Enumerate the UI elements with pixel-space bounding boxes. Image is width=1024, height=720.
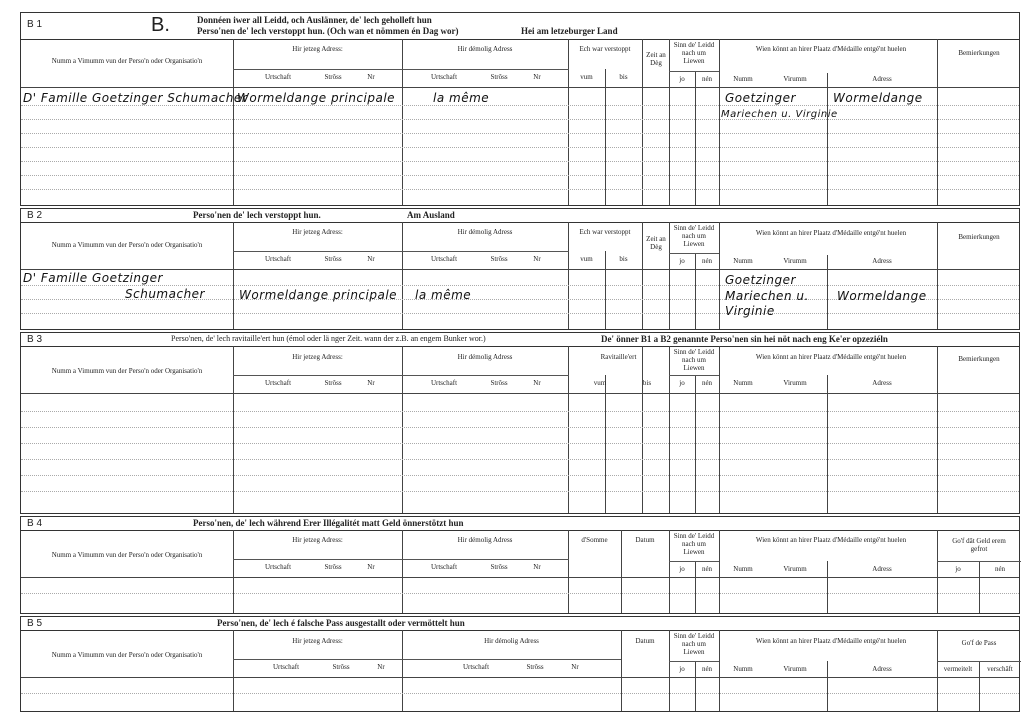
col-nen: nén bbox=[701, 75, 713, 83]
col-urtschaft-old: Urtschaft bbox=[430, 379, 458, 387]
section-id: B 5 bbox=[27, 618, 43, 629]
col-virumm: Virumm bbox=[783, 257, 807, 265]
col-stross: Strôss bbox=[324, 379, 342, 387]
col-nr: Nr bbox=[367, 73, 375, 81]
entry-old-address: la même bbox=[415, 288, 472, 302]
col-ravitaille: Ravitaille'ert bbox=[600, 353, 637, 361]
col-wien: Wien könnt an hirer Plaatz d'Médaille entgé'nt huelen bbox=[755, 229, 907, 237]
col-stross-old: Strôss bbox=[490, 563, 508, 571]
col-name: Numm a Vimumm vun der Perso'n oder Organisatio'n bbox=[51, 57, 203, 65]
col-gof-geld: Go'f dât Geld erem gefrot bbox=[952, 537, 1006, 553]
section-id: B 3 bbox=[27, 334, 43, 345]
section-title: Perso'nen, de' lech ravitaille'ert hun (émol oder lä nger Zeit. wann der z.B. an engem Bunker wor.) bbox=[171, 334, 486, 343]
col-virumm: Virumm bbox=[783, 665, 807, 673]
col-jo: jo bbox=[679, 665, 685, 673]
col-urtschaft: Urtschaft bbox=[272, 663, 300, 671]
col-nr-old: Nr bbox=[533, 379, 541, 387]
col-adress: Adress bbox=[872, 665, 892, 673]
col-sinn: Sinn de' Leidd nach um Liewen bbox=[673, 224, 715, 248]
col-nr-old: Nr bbox=[533, 563, 541, 571]
col-vum: vum bbox=[593, 379, 607, 387]
col-name: Numm a Vimumm vun der Perso'n oder Organisatio'n bbox=[51, 551, 203, 559]
col-adress: Adress bbox=[872, 75, 892, 83]
col-jo: jo bbox=[679, 75, 685, 83]
col-urtschaft: Urtschaft bbox=[264, 563, 292, 571]
section-id: B 4 bbox=[27, 518, 43, 529]
section-title: Perso'nen, de' lech während Erer Illégalitét matt Geld önnerstötzt hun bbox=[193, 518, 464, 528]
section-b4 bbox=[20, 516, 1020, 614]
section-b2-header bbox=[21, 209, 1019, 223]
col-adress-then: Hir démolig Adress bbox=[457, 45, 513, 53]
entry-name: D' Famille Goetzinger Schumacher bbox=[23, 91, 248, 105]
col-bemierk: Bemierkungen bbox=[958, 355, 1000, 363]
col-jo: jo bbox=[679, 257, 685, 265]
col-name: Numm a Vimumm vun der Perso'n oder Organisatio'n bbox=[51, 651, 203, 659]
col-sinn: Sinn de' Leidd nach um Liewen bbox=[673, 532, 715, 556]
col-numm: Numm bbox=[733, 665, 753, 673]
col-adress: Adress bbox=[872, 379, 892, 387]
col-wien: Wien könnt an hirer Plaatz d'Médaille entgé'nt huelen bbox=[755, 536, 907, 544]
col-jo: jo bbox=[679, 379, 685, 387]
col-adress-now: Hir jetzeg Adress: bbox=[292, 228, 343, 236]
col-urtschaft-old: Urtschaft bbox=[430, 563, 458, 571]
section-id: B 2 bbox=[27, 210, 43, 221]
col-stross-old: Strôss bbox=[490, 255, 508, 263]
col-virumm: Virumm bbox=[783, 379, 807, 387]
col-wien: Wien könnt an hirer Plaatz d'Médaille entgé'nt huelen bbox=[755, 637, 907, 645]
entry-numm: Goetzinger bbox=[725, 273, 796, 287]
col-nen: nén bbox=[701, 379, 713, 387]
col-nr: Nr bbox=[377, 663, 385, 671]
section-b1-header bbox=[21, 13, 1019, 40]
entry-name-cont: Schumacher bbox=[125, 287, 205, 301]
col-adress-now: Hir jetzeg Adress: bbox=[292, 353, 343, 361]
col-vum: vum bbox=[580, 73, 593, 81]
col-nr-old: Nr bbox=[533, 73, 541, 81]
col-nen: nén bbox=[701, 257, 713, 265]
col-numm: Numm bbox=[733, 75, 753, 83]
col-bis: bis bbox=[619, 255, 628, 263]
col-urtschaft-old: Urtschaft bbox=[462, 663, 490, 671]
entry-city: Wormeldange principale bbox=[239, 288, 398, 302]
entry-city: Wormeldange principale bbox=[237, 91, 396, 105]
col-somme: d'Somme bbox=[581, 536, 608, 544]
col-nr: Nr bbox=[367, 563, 375, 571]
section-b4-header bbox=[21, 517, 1019, 531]
col-virumm: Virumm bbox=[783, 565, 807, 573]
col-virumm: Virumm bbox=[783, 75, 807, 83]
col-nen: nén bbox=[701, 665, 713, 673]
entry-numm: Goetzinger bbox=[725, 91, 796, 105]
col-adress: Adress bbox=[872, 257, 892, 265]
col-jo: jo bbox=[679, 565, 685, 573]
col-urtschaft: Urtschaft bbox=[264, 379, 292, 387]
entry-name: D' Famille Goetzinger bbox=[23, 271, 163, 285]
col-datum: Datum bbox=[635, 536, 655, 544]
entry-old-address: la même bbox=[433, 91, 490, 105]
col-bemierk: Bemierkungen bbox=[958, 49, 1000, 57]
col-urtschaft: Urtschaft bbox=[264, 255, 292, 263]
col-urtschaft-old: Urtschaft bbox=[430, 73, 458, 81]
col-verschaft: verschâft bbox=[987, 665, 1013, 673]
section-title: Perso'nen, de' lech é falsche Pass ausgestallt oder vermöttelt hun bbox=[217, 618, 465, 628]
col-adress-now: Hir jetzeg Adress: bbox=[292, 536, 343, 544]
col-stross: Strôss bbox=[332, 663, 350, 671]
col-sinn: Sinn de' Leidd nach um Liewen bbox=[673, 41, 715, 65]
col-stross: Strôss bbox=[324, 73, 342, 81]
section-land: Am Ausland bbox=[407, 210, 455, 220]
col-bis: bis bbox=[642, 379, 652, 387]
col-adress-then: Hir démolig Adress bbox=[457, 228, 513, 236]
col-nr-old: Nr bbox=[533, 255, 541, 263]
section-b1 bbox=[20, 12, 1020, 206]
entry-virumm-cont: Virginie bbox=[725, 304, 775, 318]
col-nr: Nr bbox=[367, 379, 375, 387]
col-adress-then: Hir démolig Adress bbox=[457, 353, 513, 361]
header-line2: Perso'nen de' lech verstoppt hun. (Och wan et nömmen én Dag wor) bbox=[197, 26, 459, 36]
col-zeit: Zeit an Dèg bbox=[646, 235, 666, 251]
col-nen: nén bbox=[701, 565, 713, 573]
col-vum: vum bbox=[580, 255, 593, 263]
section-b5 bbox=[20, 616, 1020, 712]
section-id: B 1 bbox=[27, 19, 43, 30]
section-letter: B. bbox=[151, 14, 170, 36]
col-hidden: Ech war verstoppt bbox=[579, 228, 631, 236]
col-name: Numm a Vimumm vun der Perso'n oder Organisatio'n bbox=[51, 367, 203, 375]
section-b3 bbox=[20, 332, 1020, 514]
col-name: Numm a Vimumm vun der Perso'n oder Organisatio'n bbox=[51, 241, 203, 249]
section-note: De' önner B1 a B2 genannte Perso'nen sin hei nöt nach eng Ke'er opzeziéln bbox=[601, 334, 888, 344]
col-urtschaft-old: Urtschaft bbox=[430, 255, 458, 263]
col-gof-pass: Go'f de Pass bbox=[961, 639, 997, 647]
col-nen-geld: nén bbox=[994, 565, 1006, 573]
entry-adress: Wormeldange bbox=[833, 91, 923, 105]
col-adress-then: Hir démolig Adress bbox=[484, 637, 539, 645]
col-zeit: Zeit an Dèg bbox=[646, 51, 666, 67]
col-datum: Datum bbox=[635, 637, 655, 645]
section-b5-header bbox=[21, 617, 1019, 631]
col-bemierk: Bemierkungen bbox=[958, 233, 1000, 241]
col-bis: bis bbox=[619, 73, 628, 81]
section-title: Perso'nen de' lech verstoppt hun. bbox=[193, 210, 321, 220]
col-stross-old: Strôss bbox=[490, 73, 508, 81]
col-stross: Strôss bbox=[324, 255, 342, 263]
col-adress-now: Hir jetzeg Adress: bbox=[292, 637, 343, 645]
col-sinn: Sinn de' Leidd nach um Liewen bbox=[673, 348, 715, 372]
col-wien: Wien könnt an hirer Plaatz d'Médaille entgé'nt huelen bbox=[755, 353, 907, 361]
col-vermeitelt: vermeitelt bbox=[943, 665, 973, 673]
col-stross: Strôss bbox=[324, 563, 342, 571]
col-numm: Numm bbox=[733, 379, 753, 387]
entry-adress: Wormeldange bbox=[837, 289, 927, 303]
col-stross-old: Strôss bbox=[490, 379, 508, 387]
col-jo-geld: jo bbox=[955, 565, 961, 573]
col-adress-then: Hir démolig Adress bbox=[457, 536, 513, 544]
col-numm: Numm bbox=[733, 257, 753, 265]
header-land: Hei am letzeburger Land bbox=[521, 26, 618, 36]
col-adress: Adress bbox=[872, 565, 892, 573]
entry-virumm: Mariechen u. Virginie bbox=[721, 109, 838, 120]
section-b3-header bbox=[21, 333, 1019, 347]
col-stross-old: Strôss bbox=[526, 663, 544, 671]
header-line1: Donnéen iwer all Leidd, och Auslänner, de' lech geholleft hun bbox=[197, 15, 432, 25]
entry-virumm: Mariechen u. bbox=[725, 289, 809, 303]
col-nr-old: Nr bbox=[571, 663, 579, 671]
col-wien: Wien könnt an hirer Plaatz d'Médaille entgé'nt huelen bbox=[755, 45, 907, 53]
col-nr: Nr bbox=[367, 255, 375, 263]
col-numm: Numm bbox=[733, 565, 753, 573]
section-b2 bbox=[20, 208, 1020, 330]
col-hidden: Ech war verstoppt bbox=[579, 45, 631, 53]
col-sinn: Sinn de' Leidd nach um Liewen bbox=[673, 632, 715, 656]
col-urtschaft: Urtschaft bbox=[264, 73, 292, 81]
col-adress-now: Hir jetzeg Adress: bbox=[292, 45, 343, 53]
